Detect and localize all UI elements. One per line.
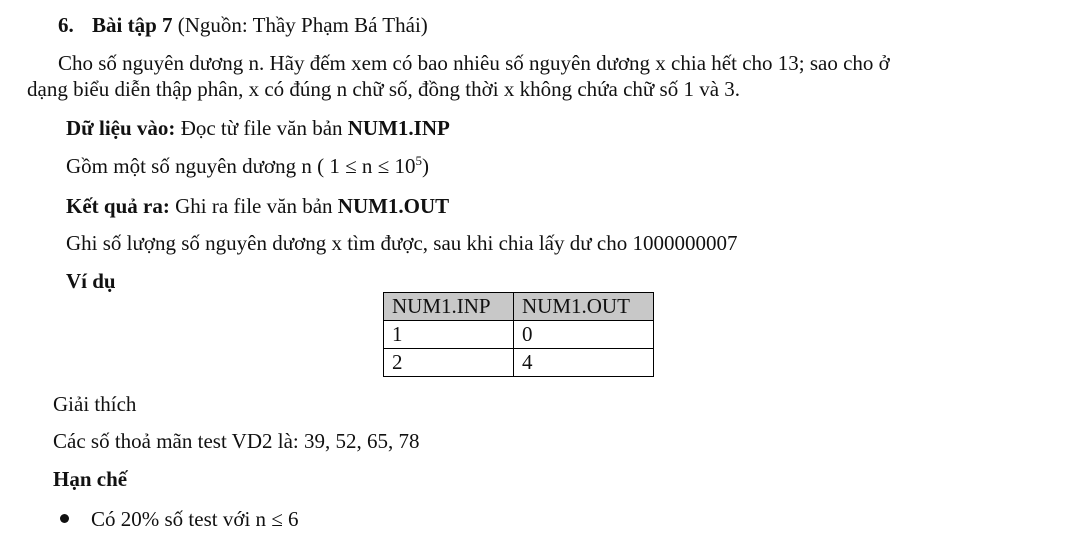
- input-heading: [66, 118, 450, 139]
- table-row: [384, 349, 654, 377]
- table-header-row: [384, 293, 654, 321]
- explanation-text: Các số thoả mãn test VD2 là: 39, 52, 65, 78: [53, 429, 420, 453]
- input-desc-close: ): [421, 154, 429, 178]
- limit-item: Có 20% số test với n ≤ 6: [91, 507, 299, 531]
- problem-statement-line-1: Cho số nguyên dương n. Hãy đếm xem có bao nhiêu số nguyên dương x chia hết cho 13; sao cho ở: [58, 51, 890, 75]
- table-cell-output: 4: [514, 349, 654, 377]
- input-text: Đọc từ file văn bản: [175, 116, 348, 140]
- section-heading: [58, 15, 428, 36]
- input-description: [66, 153, 429, 178]
- input-label: Dữ liệu vào:: [66, 116, 176, 140]
- bullet-icon: [60, 514, 69, 523]
- table-header-input: NUM1.INP: [384, 293, 514, 321]
- output-text: Ghi ra file văn bản: [169, 194, 338, 218]
- input-desc-exponent: 5: [415, 153, 422, 168]
- explanation-heading: Giải thích: [53, 392, 137, 416]
- table-cell-output: 0: [514, 321, 654, 349]
- table-row: [384, 321, 654, 349]
- table-cell-input: 2: [384, 349, 514, 377]
- input-desc-text: Gồm một số nguyên dương n ( 1 ≤ n ≤ 10: [66, 154, 416, 178]
- example-table: [383, 292, 654, 377]
- output-description: Ghi số lượng số nguyên dương x tìm được, sau khi chia lấy dư cho 1000000007: [66, 231, 738, 255]
- output-label: Kết quả ra:: [66, 194, 170, 218]
- problem-statement-line-2: dạng biểu diễn thập phân, x có đúng n chữ số, đồng thời x không chứa chữ số 1 và 3.: [27, 77, 741, 101]
- exercise-title: Bài tập 7: [92, 13, 173, 37]
- exercise-source: (Nguồn: Thầy Phạm Bá Thái): [172, 13, 428, 37]
- output-file-name: NUM1.OUT: [337, 194, 450, 218]
- limits-heading: Hạn chế: [53, 467, 128, 491]
- input-file-name: NUM1.INP: [347, 116, 450, 140]
- section-number: 6.: [58, 13, 74, 37]
- table-header-output: NUM1.OUT: [514, 293, 654, 321]
- example-heading: Ví dụ: [66, 269, 116, 293]
- output-heading: [66, 196, 449, 217]
- table-cell-input: 1: [384, 321, 514, 349]
